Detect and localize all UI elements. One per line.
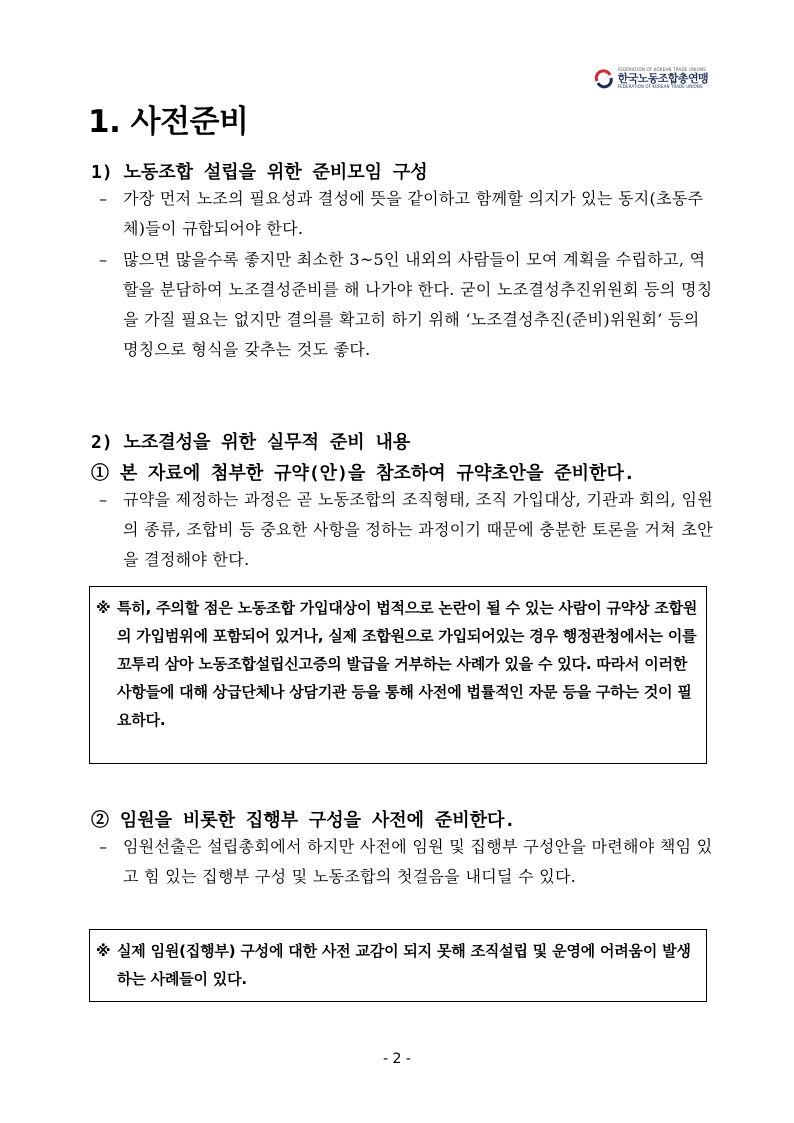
item1-note-box: [89, 586, 707, 764]
note-mark: ※: [96, 942, 111, 960]
item2-note: [96, 937, 700, 993]
bullet-text: 임원선출은 설립총회에서 하지만 사전에 임원 및 집행부 구성안을 마련해야 책임 있고 힘 있는 집행부 구성 및 노동조합의 첫걸음을 내디딜 수 있다.: [123, 837, 713, 886]
dash-marker: –: [99, 250, 108, 269]
bullet-text: 가장 먼저 노조의 필요성과 결성에 뜻을 같이하고 함께할 의지가 있는 동지(초동주체)들이 규합되어야 한다.: [123, 189, 704, 238]
page-number: - 2 -: [383, 1051, 411, 1067]
bullet-text: 많으면 많을수록 좋지만 최소한 3~5인 내외의 사람들이 모여 계획을 수립하고, 역할을 분담하여 노조결성준비를 해 나가야 한다. 굳이 노조결성추진위원회 등의 명칭을 가질 필요는 없지만 결의를 확고히 하기 위해 ‘노조결성추진(준비)위원회’ 등의 명칭으로 형식을 갖추는 것도 좋다.: [123, 250, 713, 359]
item1-note: [96, 594, 700, 734]
section2-heading: 2) 노조결성을 위한 실무적 준비 내용: [91, 432, 411, 453]
item2-bullet: [99, 832, 713, 892]
dash-marker: –: [99, 837, 108, 856]
dash-marker: –: [99, 490, 108, 509]
item1-bullet: [99, 485, 713, 575]
section1-bullet-1: [99, 184, 713, 244]
logo-name: 한국노동조합총연맹: [617, 72, 708, 85]
logo-english: FEDERATION OF KOREAN TRADE UNIONS: [617, 84, 703, 89]
section1-heading: 1) 노동조합 설립을 위한 준비모임 구성: [91, 162, 428, 183]
fktu-logo: [594, 68, 708, 89]
bullet-text: 규약을 제정하는 과정은 곧 노동조합의 조직형태, 조직 가입대상, 기관과 회의, 임원의 종류, 조합비 등 중요한 사항을 정하는 과정이기 때문에 충분한 토론을 거쳐 초안을 결정해야 한다.: [123, 490, 713, 569]
item1-heading: ① 본 자료에 첨부한 규약(안)을 참조하여 규약초안을 준비한다.: [91, 463, 635, 484]
fktu-emblem-icon: [594, 69, 614, 89]
note-mark: ※: [96, 599, 111, 617]
item2-heading: ② 임원을 비롯한 집행부 구성을 사전에 준비한다.: [91, 810, 516, 831]
item2-note-box: [89, 929, 707, 1002]
note-text: 특히, 주의할 점은 노동조합 가입대상이 법적으로 논란이 될 수 있는 사람이 규약상 조합원의 가입범위에 포함되어 있거나, 실제 조합원으로 가입되어있는 경우 행정관청에서는 이를 꼬투리 삼아 노동조합설립신고증의 발급을 거부하는 사례가 있을 수 있다. 따라서 이러한 사항들에 대해 상급단체나 상담기관 등을 통해 사전에 법률적인 자문 등을 구하는 것이 필요하다.: [117, 599, 698, 729]
logo-tagline: FEDERATION OF KOREAN TRADE UNIONS: [617, 67, 706, 72]
dash-marker: –: [99, 189, 108, 208]
section1-bullet-2: [99, 245, 713, 365]
logo-text: [618, 68, 708, 89]
note-text: 실제 임원(집행부) 구성에 대한 사전 교감이 되지 못해 조직설립 및 운영에 어려움이 발생하는 사례들이 있다.: [117, 942, 691, 988]
page-title: 1. 사전준비: [88, 104, 249, 140]
